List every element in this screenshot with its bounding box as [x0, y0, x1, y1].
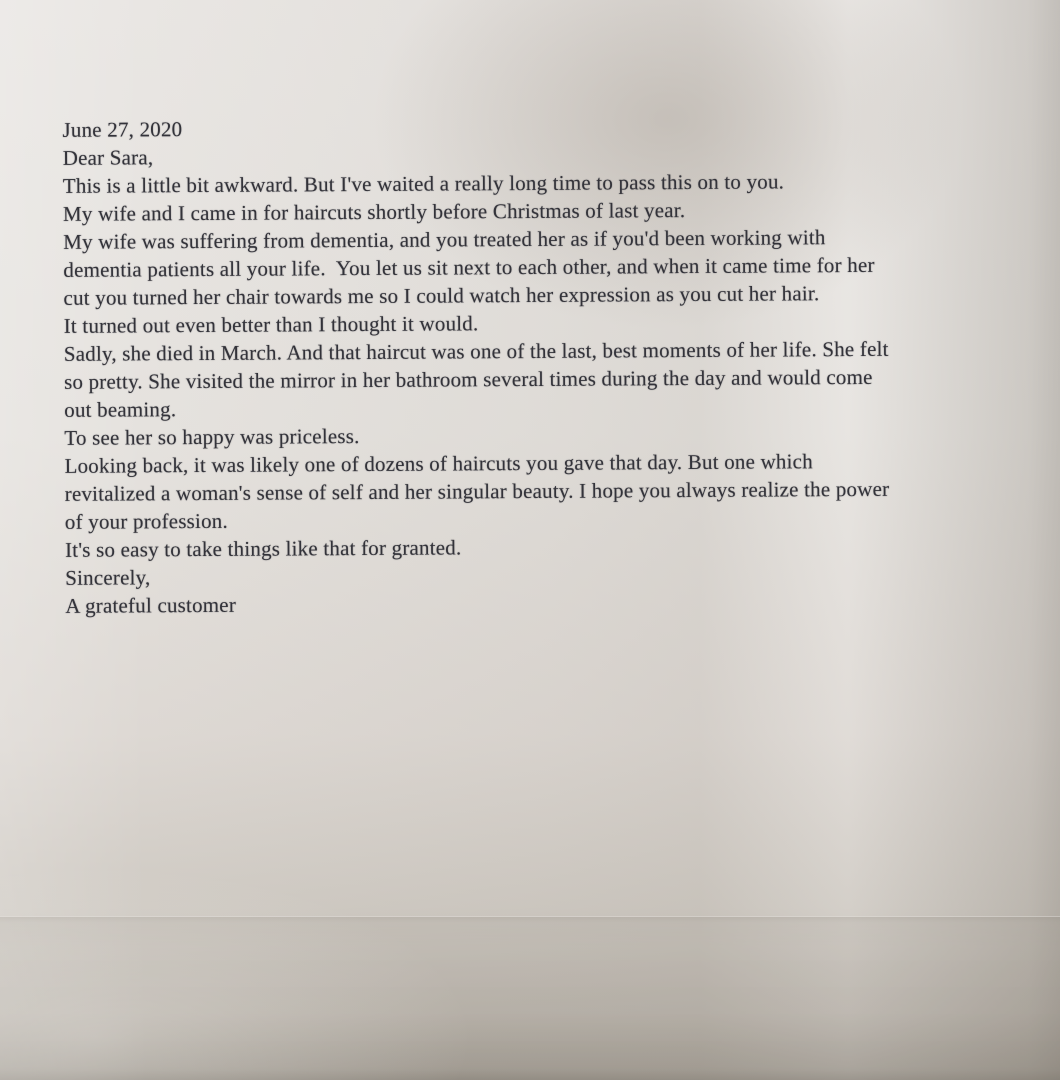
letter-paragraph-2: My wife and I came in for haircuts shortly before Christmas of last year.	[62, 198, 686, 226]
letter-paragraph-3: My wife was suffering from dementia, and you treated her as if you'd been working with dementia patients all your life. You let us sit next to each other, and when it came time for her cut you turned her chair towards me so I could watch her expression as you cut her hair.	[63, 225, 875, 310]
letter-paragraph-6: To see her so happy was priceless.	[64, 424, 360, 450]
letter-signature: A grateful customer	[65, 592, 237, 618]
letter-salutation: Dear Sara,	[62, 145, 154, 170]
letter-paragraph-7: Looking back, it was likely one of dozens of haircuts you gave that day. But one which revitalized a woman's sense of self and her singular beauty. I hope you always realize the power of your profession.	[64, 449, 890, 534]
letter-closing: Sincerely,	[65, 565, 151, 590]
letter-paragraph-5: Sadly, she died in March. And that haircut was one of the last, best moments of her life. She felt so pretty. She visited the mirror in her bathroom several times during the day and would come out beaming.	[63, 336, 889, 422]
letter-paragraph-4: It turned out even better than I thought it would.	[63, 311, 479, 338]
letter-paragraph-8: It's so easy to take things like that for granted.	[64, 535, 462, 562]
letter-paragraph-1: This is a little bit awkward. But I've waited a really long time to pass this on to you.	[62, 169, 785, 198]
letter-date: June 27, 2020	[62, 117, 183, 142]
